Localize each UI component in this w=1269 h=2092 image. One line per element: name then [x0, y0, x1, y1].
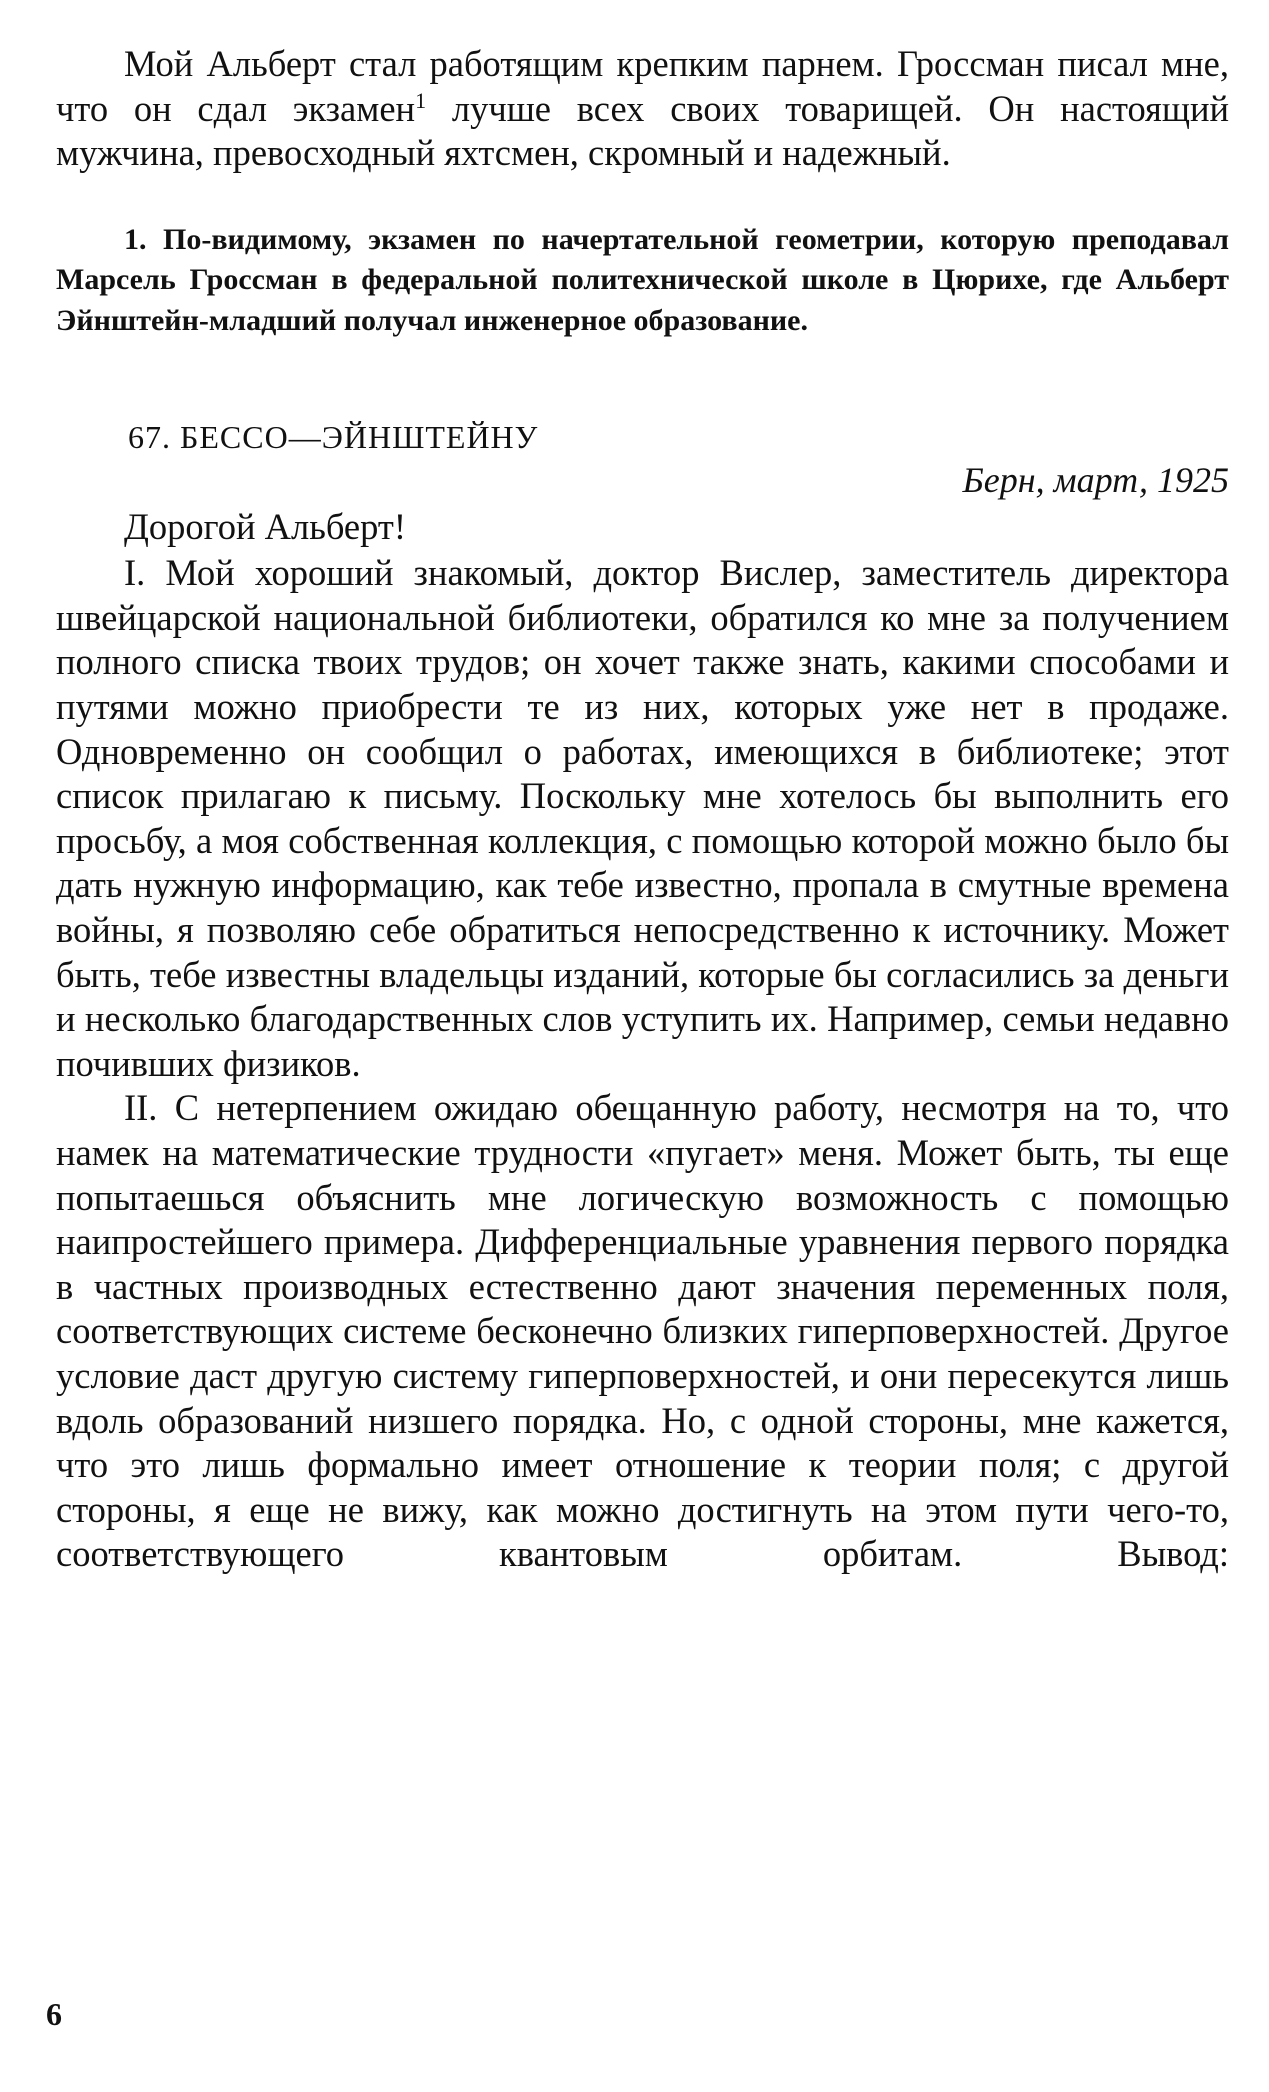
intro-text: Мой Альберт стал работящим крепким парнем. Гроссман писал мне, что он сдал экзамен — [56, 43, 1229, 129]
page-content — [56, 42, 1229, 1577]
letter-salutation: Дорогой Альберт! — [124, 506, 407, 548]
letter-paragraph-1: I. Мой хороший знакомый, доктор Вислер, заместитель директора швейцарской национальной библиотеки, обратился ко мне за получением полного списка твоих трудов; он хочет также знать, какими способами и путями можно приобрести те из них, которых уже нет в продаже. Одновременно он сообщил о работах, имеющихся в библиотеке; этот список прилагаю к письму. Поскольку мне хотелось бы выполнить его просьбу, а моя собственная коллекция, с помощью которой можно было бы дать нужную информацию, как тебе известно, пропала в смутные времена войны, я позволяю себе обратиться непосредственно к источнику. Может быть, тебе известны владельцы изданий, которые бы согласились за деньги и несколько благодарственных слов уступить их. Например, семьи недавно почивших физиков. — [56, 552, 1229, 1084]
footnote-marker: 1 — [415, 87, 427, 113]
letter-heading: 67. БЕССО—ЭЙНШТЕЙНУ — [128, 419, 539, 456]
footnote: 1. По-видимому, экзамен по начертательной геометрии, которую преподавал Марсель Гроссман в федеральной политехнической школе в Цюрихе, где Альберт Эйнштейн-младший получал инженерное образование. — [56, 222, 1229, 337]
letter-paragraph-2: II. С нетерпением ожидаю обещанную работу, несмотря на то, что намек на математические трудности «пугает» меня. Может быть, ты еще попытаешься объяснить мне логическую возможность с помощью наипростейшего примера. Дифференциальные уравнения первого порядка в частных производных естественно дают значения переменных поля, соответствующих системе бесконечно близких гиперповерхностей. Другое условие даст другую систему гиперповерхностей, и они пересекутся лишь вдоль образований низшего порядка. Но, с одной стороны, мне кажется, что это лишь формально имеет отношение к теории поля; с другой стороны, я еще не вижу, как можно достигнуть на этом пути чего-то, соответствующего квантовым орбитам. Вывод: — [56, 1087, 1229, 1575]
page-number: 6 — [46, 1996, 62, 2032]
letter-place-date: Берн, март, 1925 — [962, 460, 1229, 501]
intro-text-continued: лучше всех своих товарищей. Он настоящий мужчина, превосходный яхтсмен, скромный и надежный. — [56, 87, 1230, 174]
intro-paragraph — [56, 42, 1229, 176]
